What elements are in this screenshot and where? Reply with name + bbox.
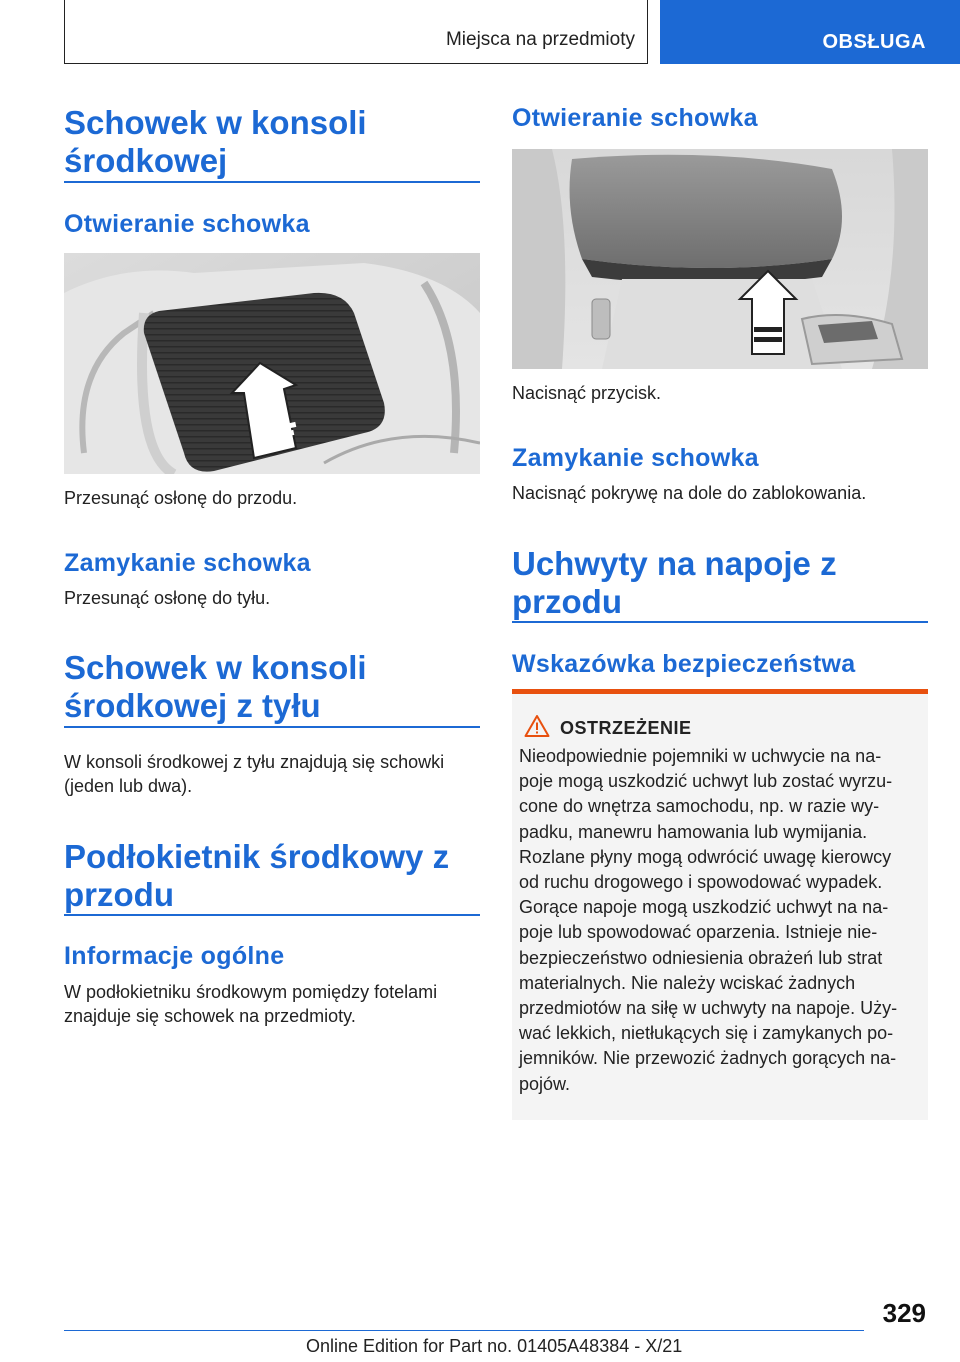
section-title: Miejsca na przedmioty — [445, 29, 635, 50]
heading-front-armrest — [64, 838, 449, 914]
heading-rear-console-storage — [64, 649, 367, 725]
heading-line: Schowek w konsoli — [64, 104, 367, 141]
chapter-tab[interactable] — [660, 0, 960, 64]
warning-line: pojów. — [519, 1073, 571, 1094]
subheading-closing: Zamykanie schowka — [64, 549, 311, 577]
text-line: (jeden lub dwa). — [64, 776, 193, 796]
subheading-safety-note: Wskazówka bezpieczeństwa — [512, 650, 856, 678]
warning-line: materialnych. Nie należy wciskać żadnych — [519, 972, 856, 993]
subheading-general-info: Informacje ogólne — [64, 942, 285, 970]
footer-rule — [64, 1330, 864, 1331]
warning-text — [519, 744, 924, 1097]
warning-line: poje mogą uszkodzić uchwyt lub zostać wyrzu- — [519, 771, 893, 792]
page-number: 329 — [882, 1298, 926, 1328]
caption-press-button: Nacisnąć przycisk. — [512, 383, 662, 403]
warning-title: OSTRZEŻENIE — [560, 718, 692, 738]
subheading-closing-armrest: Zamykanie schowka — [512, 444, 759, 472]
warning-line: wać lekkich, nietłukących się i zamykanych po- — [519, 1023, 894, 1044]
text-rear-storage — [64, 750, 444, 798]
chapter-tab-label: OBSŁUGA — [822, 31, 926, 53]
heading-rule — [64, 181, 480, 183]
heading-line: przodu — [512, 583, 622, 620]
warning-line: cone do wnętrza samochodu, np. w razie wy- — [519, 796, 880, 817]
warning-line: Nieodpowiednie pojemniki w uchwycie na na- — [519, 746, 882, 766]
text-general-info — [64, 980, 437, 1028]
heading-line: Podłokietnik środkowy z — [64, 838, 450, 875]
heading-line: środkowej z tyłu — [64, 687, 321, 724]
heading-console-storage — [64, 104, 367, 180]
subheading-opening-armrest: Otwieranie schowka — [512, 104, 758, 132]
heading-cupholders — [512, 545, 837, 621]
warning-line: przedmiotów na siłę w uchwyty na napoje. Uży- — [519, 998, 898, 1019]
warning-line: bezpieczeństwo odniesienia obrażeń lub strat — [519, 947, 883, 968]
heading-rule — [64, 726, 480, 728]
text-line: znajduje się schowek na przedmioty. — [64, 1006, 356, 1026]
armrest-image — [512, 149, 928, 369]
warning-line: od ruchu drogowego i spowodować wypadek. — [519, 872, 883, 893]
subheading-opening: Otwieranie schowka — [64, 210, 310, 238]
heading-line: Uchwyty na napoje z — [512, 545, 837, 582]
console-cover-image — [64, 253, 480, 474]
warning-line: Rozlane płyny mogą odwrócić uwagę kierowcy — [519, 846, 892, 867]
text-slide-back: Przesunąć osłonę do tyłu. — [64, 588, 271, 608]
warning-box — [512, 689, 928, 1120]
caption-slide-forward: Przesunąć osłonę do przodu. — [64, 488, 298, 508]
warning-triangle-icon — [524, 714, 550, 738]
text-line: W konsoli środkowej z tyłu znajdują się schowki — [64, 752, 445, 772]
warning-line: Gorące napoje mogą uszkodzić uchwyt na na- — [519, 897, 889, 918]
heading-line: Schowek w konsoli — [64, 649, 367, 686]
warning-line: jemników. Nie przewozić żadnych gorących na- — [519, 1048, 897, 1069]
warning-line: poje lub spowodować oparzenia. Istnieje nie- — [519, 922, 878, 943]
header-section-box — [64, 0, 648, 64]
heading-line: środkowej — [64, 142, 228, 179]
heading-rule — [64, 914, 480, 916]
text-line: W podłokietniku środkowym pomiędzy fotelami — [64, 982, 438, 1002]
text-press-lid: Nacisnąć pokrywę na dole do zablokowania. — [512, 483, 867, 503]
heading-line: przodu — [64, 876, 174, 913]
footer-edition: Online Edition for Part no. 01405A48384 - X/21 — [306, 1336, 683, 1356]
heading-rule — [512, 621, 928, 623]
warning-line: padku, manewru hamowania lub wymijania. — [519, 821, 868, 842]
